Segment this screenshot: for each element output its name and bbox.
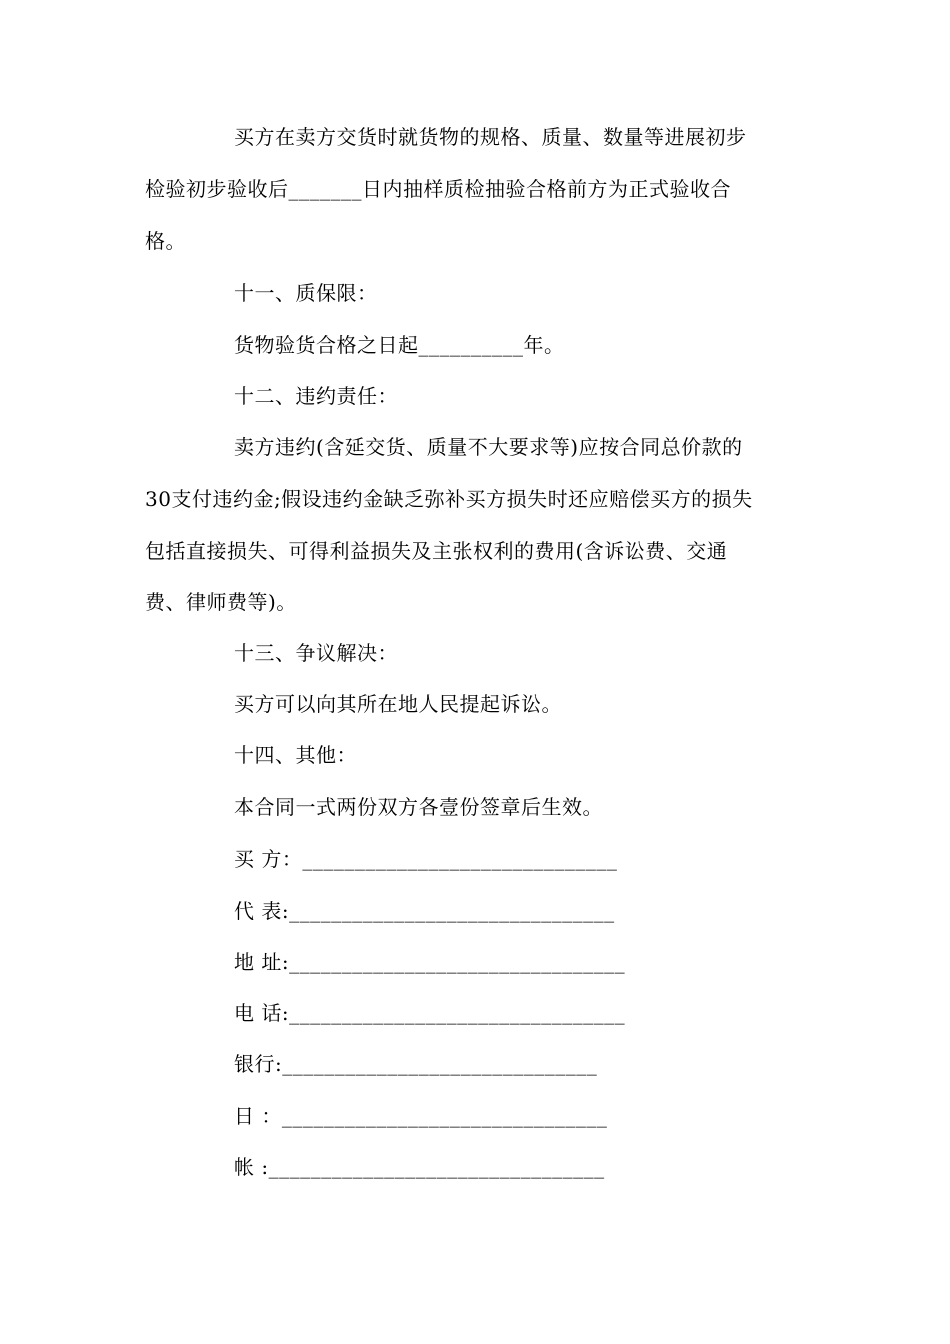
paragraph-warranty: 货物验货合格之日起__________年。	[234, 333, 565, 357]
paragraph-liability-line3: 包括直接损失、可得利益损失及主张权利的费用(含诉讼费、交通	[145, 539, 728, 563]
paragraph-inspection-line1: 买方在卖方交货时就货物的规格、质量、数量等进展初步	[234, 125, 747, 149]
paragraph-liability-line2: 30支付违约金;假设违约金缺乏弥补买方损失时还应赔偿买方的损失	[145, 487, 753, 511]
paragraph-other: 本合同一式两份双方各壹份签章后生效。	[234, 795, 603, 819]
paragraph-inspection-line3: 格。	[145, 229, 186, 253]
field-representative: 代 表:_______________________________	[234, 899, 615, 923]
paragraph-liability-line1: 卖方违约(含延交货、质量不大要求等)应按合同总价款的	[234, 435, 743, 459]
field-phone: 电 话:________________________________	[234, 1001, 626, 1025]
field-account: 帐 :________________________________	[234, 1155, 605, 1179]
section-heading-warranty: 十一、质保限：	[234, 281, 378, 305]
field-bank: 银行:______________________________	[234, 1052, 598, 1076]
paragraph-dispute: 买方可以向其所在地人民提起诉讼。	[234, 692, 562, 716]
section-heading-liability: 十二、违约责任：	[234, 384, 398, 408]
section-heading-dispute: 十三、争议解决：	[234, 641, 398, 665]
section-heading-other: 十四、其他：	[234, 743, 357, 767]
paragraph-liability-line4: 费、律师费等)。	[145, 590, 297, 614]
paragraph-inspection-line2: 检验初步验收后_______日内抽样质检抽验合格前方为正式验收合	[145, 177, 731, 201]
field-buyer: 买 方：______________________________	[234, 847, 618, 871]
field-date: 日 ：_______________________________	[234, 1104, 608, 1128]
field-address: 地 址:________________________________	[234, 950, 626, 974]
